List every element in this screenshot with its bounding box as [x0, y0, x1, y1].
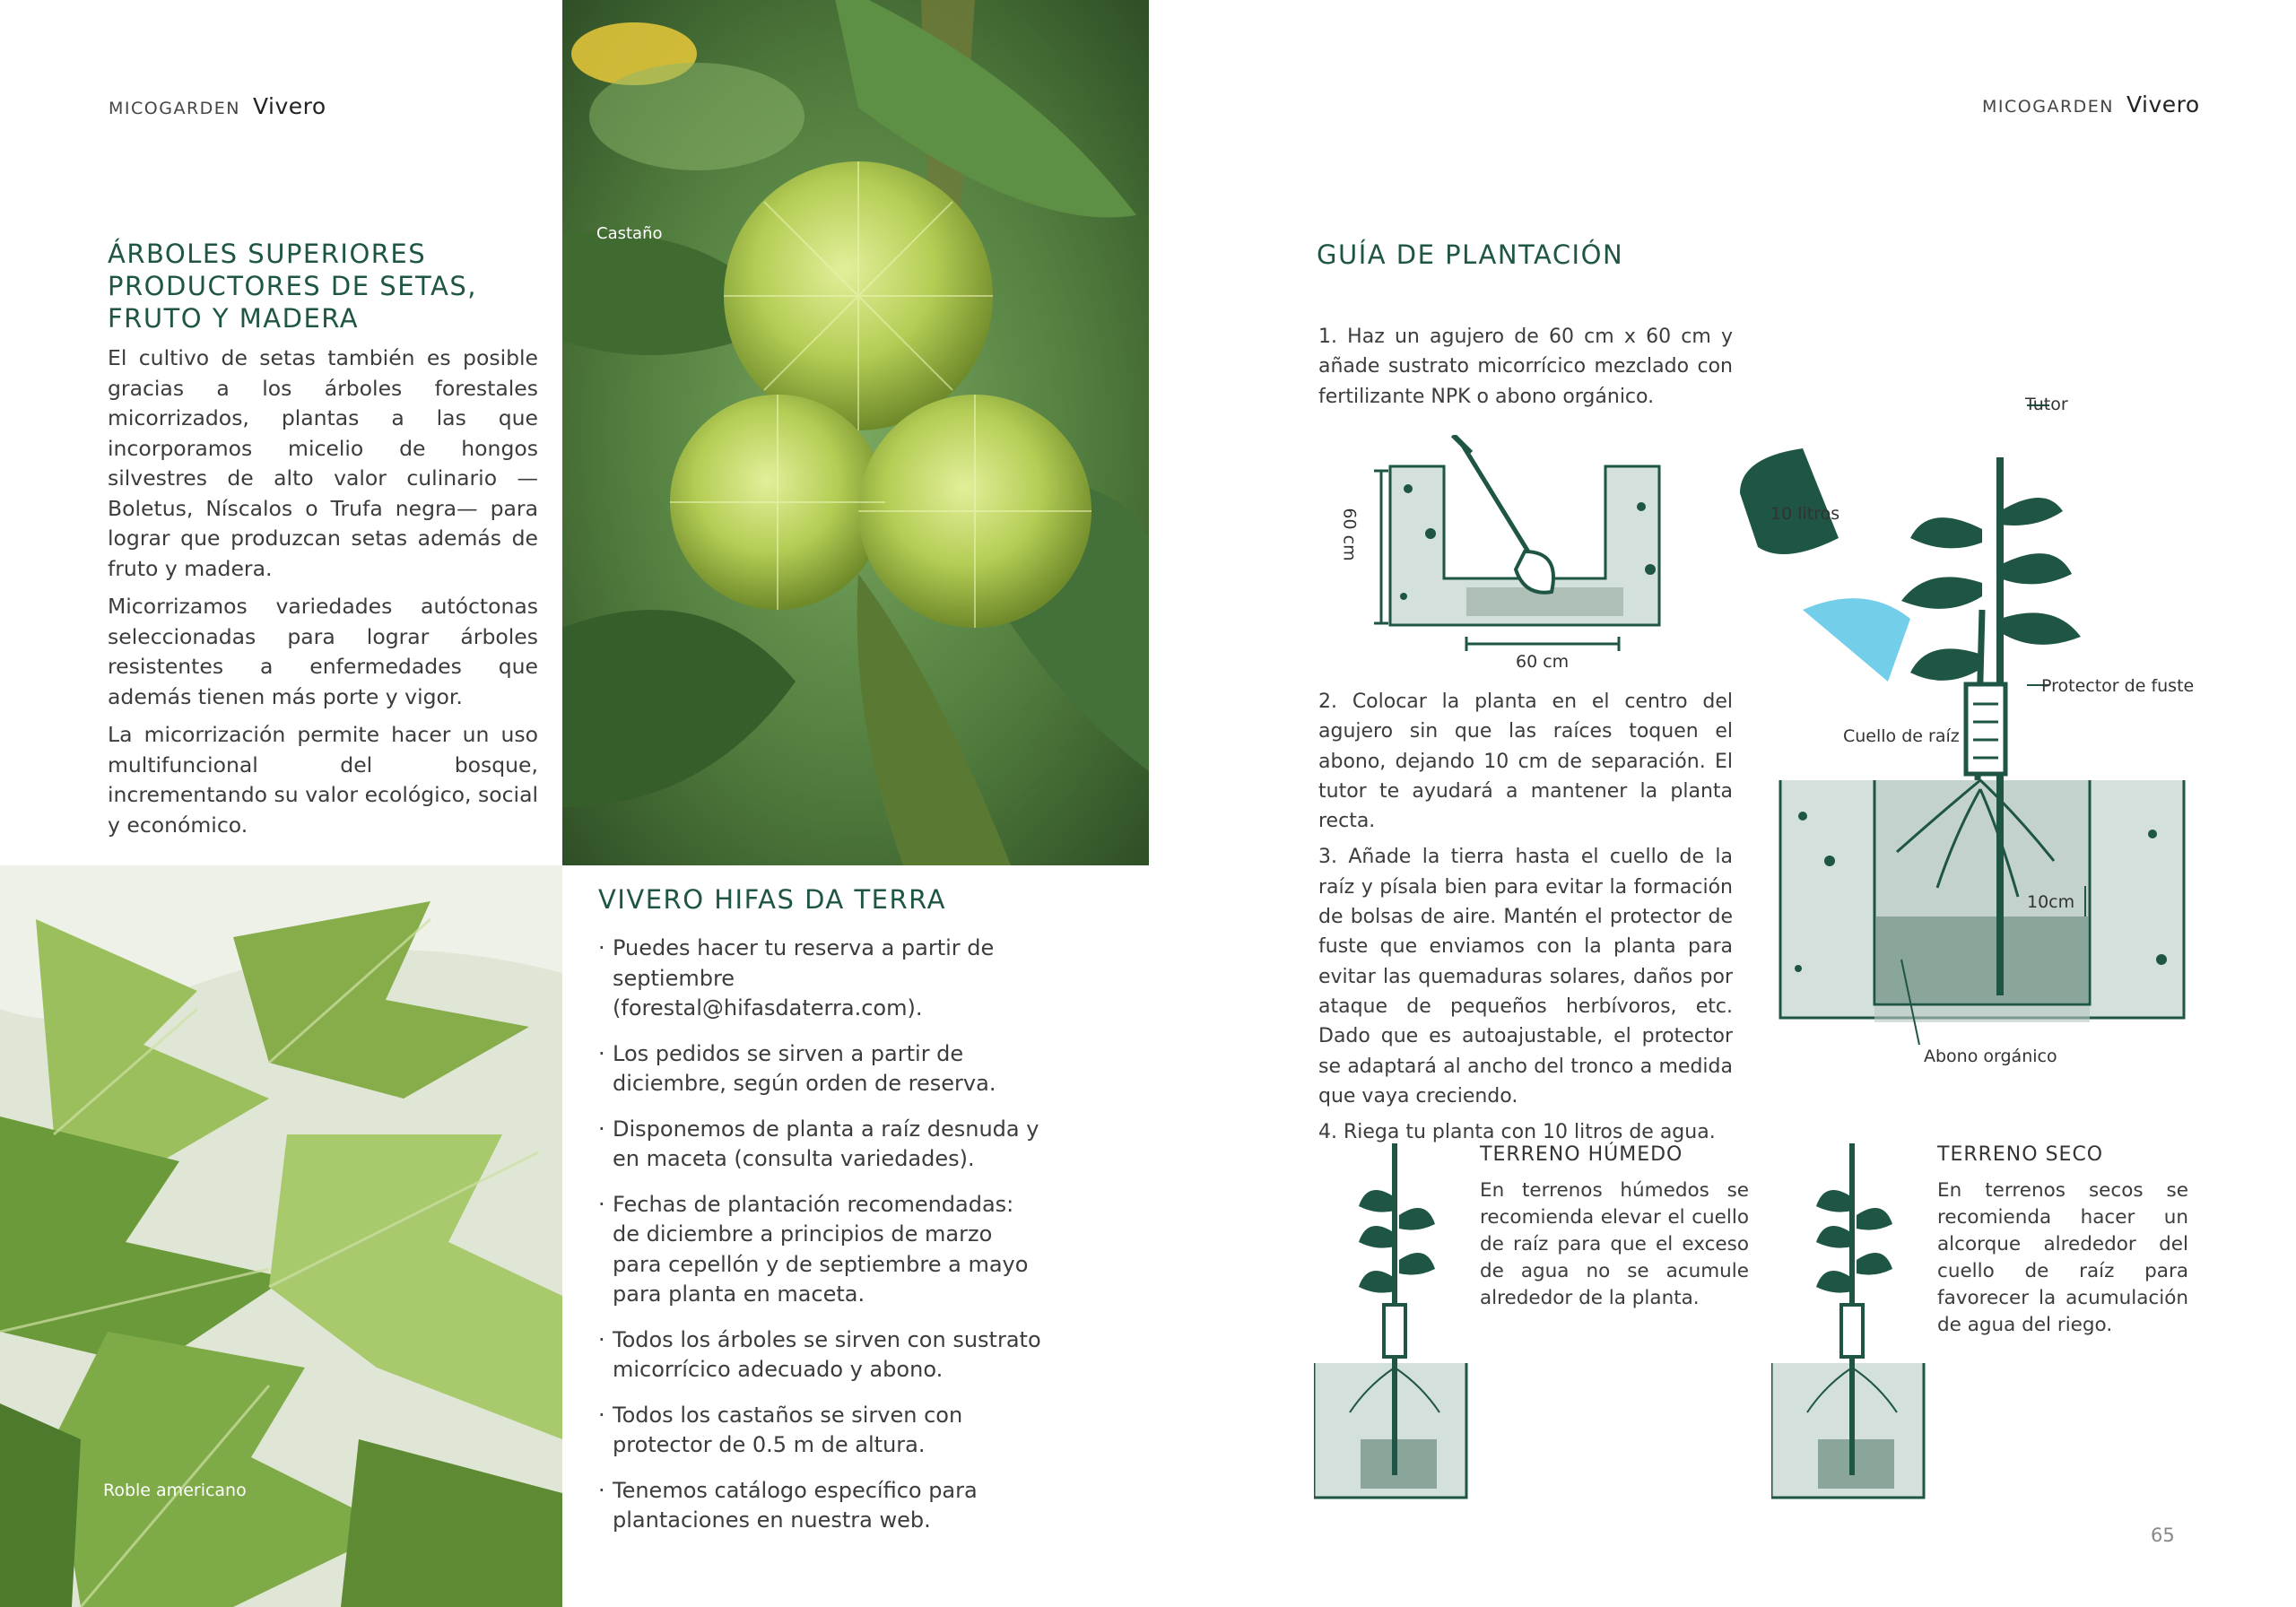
- brand-label: MICOGARDEN: [109, 99, 240, 118]
- intro-title-line: ÁRBOLES SUPERIORES: [108, 239, 427, 269]
- step-text: 2. Colocar la planta en el centro del agujero sin que las raíces toquen el abono, dejando 10 cm de separación. El tutor te ayudará a mantener la planta recta.: [1318, 691, 1733, 833]
- guide-title: GUÍA DE PLANTACIÓN: [1317, 239, 1624, 270]
- step-text: 4. Riega tu planta con 10 litros de agua.: [1318, 1121, 1716, 1144]
- list-item: · Tenemos catálogo específico para plantaciones en nuestra web.: [598, 1476, 1047, 1536]
- intro-paragraph: El cultivo de setas también es posible gracias a los árboles forestales micorrizados, plantas a las que incorporamos micelio de hongos silvestres de alto valor culinario —Boletus, Níscalos o Trufa negra— para lograr que produzcan setas además de fruto y madera.: [108, 345, 538, 581]
- intro-paragraph: Micorrizamos variedades autóctonas seleccionadas para lograr árboles resistentes a enfermedades que además tienen más porte y vigor.: [108, 594, 538, 709]
- intro-title: [108, 238, 538, 334]
- oak-photo: [0, 865, 562, 1607]
- page-number: 65: [2151, 1524, 2175, 1546]
- intro-body: [108, 343, 538, 840]
- step-text: 1. Haz un agujero de 60 cm x 60 cm y añade sustrato micorrícico mezclado con fertilizante NPK o abono orgánico.: [1318, 326, 1733, 408]
- oak-caption: Roble americano: [103, 1481, 247, 1500]
- width-label: 60 cm: [1516, 652, 1570, 672]
- dry-title: TERRENO SECO: [1937, 1143, 2104, 1166]
- section-label: Vivero: [2126, 91, 2200, 117]
- list-item: · Todos los árboles se sirven con sustrato micorrícico adecuado y abono.: [598, 1325, 1047, 1385]
- intro-paragraph: La micorrización permite hacer un uso multifuncional del bosque, incrementando su valor ecológico, social y económico.: [108, 722, 538, 838]
- fertilizer-label: Abono orgánico: [1924, 1047, 2057, 1066]
- depth-label: 60 cm: [1339, 508, 1360, 561]
- brand-label: MICOGARDEN: [1982, 97, 2114, 117]
- wet-soil-diagram: [1314, 1143, 1475, 1502]
- planting-diagram: [1731, 386, 2206, 1076]
- step-text: 3. Añade la tierra hasta el cuello de la raíz y písala bien para evitar la formación de bolsas de aire. Mantén el protector de fuste que enviamos con la planta para evitar las quemaduras solares, daños por ataque de pequeños herbívoros, etc. Dado que es autoajustable, el protector se adaptará al ancho del tronco a medida que vaya creciendo.: [1318, 846, 1733, 1108]
- wet-soil-section: [1314, 1143, 1762, 1502]
- list-item: · Todos los castaños se sirven con protector de 0.5 m de altura.: [598, 1401, 1047, 1461]
- chestnut-photo: [562, 0, 1149, 865]
- list-item: · Los pedidos se sirven a partir de diciembre, según orden de reserva.: [598, 1039, 1047, 1099]
- section-label: Vivero: [253, 93, 326, 119]
- dry-soil-section: [1771, 1143, 2220, 1502]
- intro-title-line: FRUTO Y MADERA: [108, 303, 360, 334]
- nursery-list: [598, 934, 1047, 1536]
- chestnut-image: [562, 0, 1149, 865]
- intro-section: [108, 238, 538, 848]
- header-right: [1982, 91, 2200, 117]
- protector-label: Protector de fuste: [2041, 676, 2195, 696]
- guide-step-1: [1318, 322, 1733, 418]
- wet-text: En terrenos húmedos se recomienda elevar el cuello de raíz para que el exceso de agua no se acumule alrededor de la planta.: [1480, 1179, 1749, 1309]
- list-item: · Fechas de plantación recomendadas: de diciembre a principios de marzo para cepellón y de septiembre a mayo para planta en maceta.: [598, 1190, 1047, 1310]
- gap-label: 10cm: [2027, 892, 2075, 912]
- dry-text: En terrenos secos se recomienda hacer un alcorque alrededor del cuello de raíz para favorecer la acumulación de agua del riego.: [1937, 1179, 2188, 1336]
- chestnut-caption: Castaño: [596, 224, 663, 243]
- collar-label: Cuello de raíz: [1843, 726, 1960, 746]
- hole-diagram: [1339, 435, 1677, 677]
- tutor-label: Tutor: [2025, 395, 2068, 414]
- water-label: 10 litros: [1770, 504, 1840, 524]
- wet-title: TERRENO HÚMEDO: [1480, 1143, 1683, 1166]
- intro-title-line: PRODUCTORES DE SETAS,: [108, 271, 477, 301]
- list-item: · Puedes hacer tu reserva a partir de septiembre (forestal@hifasdaterra.com).: [598, 934, 1047, 1024]
- list-item: · Disponemos de planta a raíz desnuda y en maceta (consulta variedades).: [598, 1115, 1047, 1175]
- nursery-section: [598, 883, 1047, 1551]
- dry-soil-diagram: [1771, 1143, 1933, 1502]
- guide-steps: [1318, 687, 1733, 1153]
- header-left: [109, 93, 326, 119]
- oak-image: [0, 865, 562, 1607]
- nursery-title: VIVERO HIFAS DA TERRA: [598, 884, 946, 915]
